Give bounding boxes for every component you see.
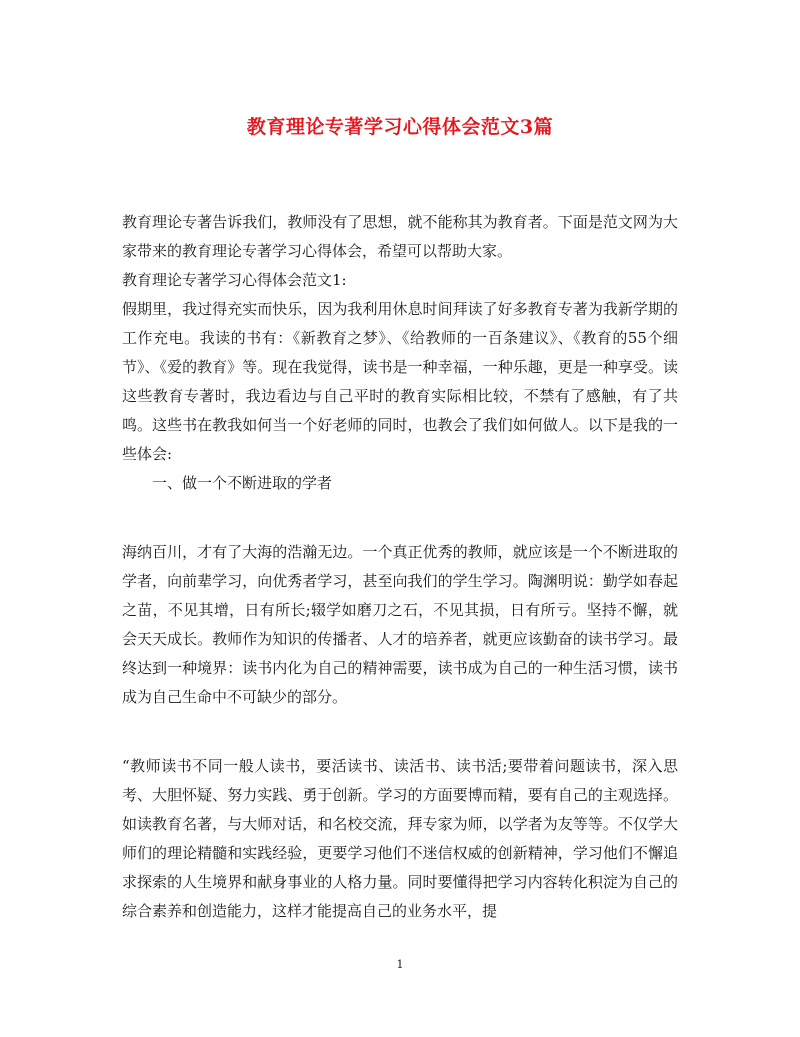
body-paragraph: 海纳百川，才有了大海的浩瀚无边。一个真正优秀的教师，就应该是一个不断进取的学者，向前辈学习，向优秀者学习，甚至向我们的学生学习。陶渊明说：勤学如春起之苗，不见其增，日有所长;辍学如磨刀之石，不见其损，日有所亏。坚持不懈，就会天天成长。教师作为知识的传播者、人才的培养者，就更应该勤奋的读书学习。最终达到一种境界：读书内化为自己的精神需要，读书成为自己的一种生活习惯，读书成为自己生命中不可缺少的部分。 [122,543,678,706]
section-heading: 一、做一个不断进取的学者 [152,474,333,492]
essay-heading: 教育理论专著学习心得体会范文1: [122,271,347,289]
document-title: 教育理论专著学习心得体会范文3篇 [246,116,554,138]
intro-paragraph: 教育理论专著告诉我们，教师没有了思想，就不能称其为教育者。下面是范文网为大家带来的教育理论专著学习心得体会，希望可以帮助大家。 [122,213,678,260]
quote-paragraph: “教师读书不同一般人读书，要活读书、读活书、读书活;要带着问题读书，深入思考、大胆怀疑、努力实践、勇于创新。学习的方面要博而精，要有自己的主观选择。如读教育名著，与大师对话，和名校交流，拜专家为师，以学者为友等等。不仅学大师们的理论精髓和实践经验，更要学习他们不迷信权威的创新精神，学习他们不懈追求探索的人生境界和献身事业的人格力量。同时要懂得把学习内容转化积淀为自己的综合素养和创造能力，这样才能提高自己的业务水平，提 [122,757,678,920]
page-number: 1 [396,958,404,971]
essay-paragraph: 假期里，我过得充实而快乐，因为我利用休息时间拜读了好多教育专著为我新学期的工作充电。我读的书有：《新教育之梦》、《给教师的一百条建议》、《教育的55个细节》、《爱的教育》等。现在我觉得，读书是一种幸福，一种乐趣，更是一种享受。读这些教育专著时，我边看边与自己平时的教育实际相比较，不禁有了感触，有了共鸣。这些书在教我如何当一个好老师的同时，也教会了我们如何做人。以下是我的一些体会: [122,300,678,463]
document-body [122,208,678,926]
